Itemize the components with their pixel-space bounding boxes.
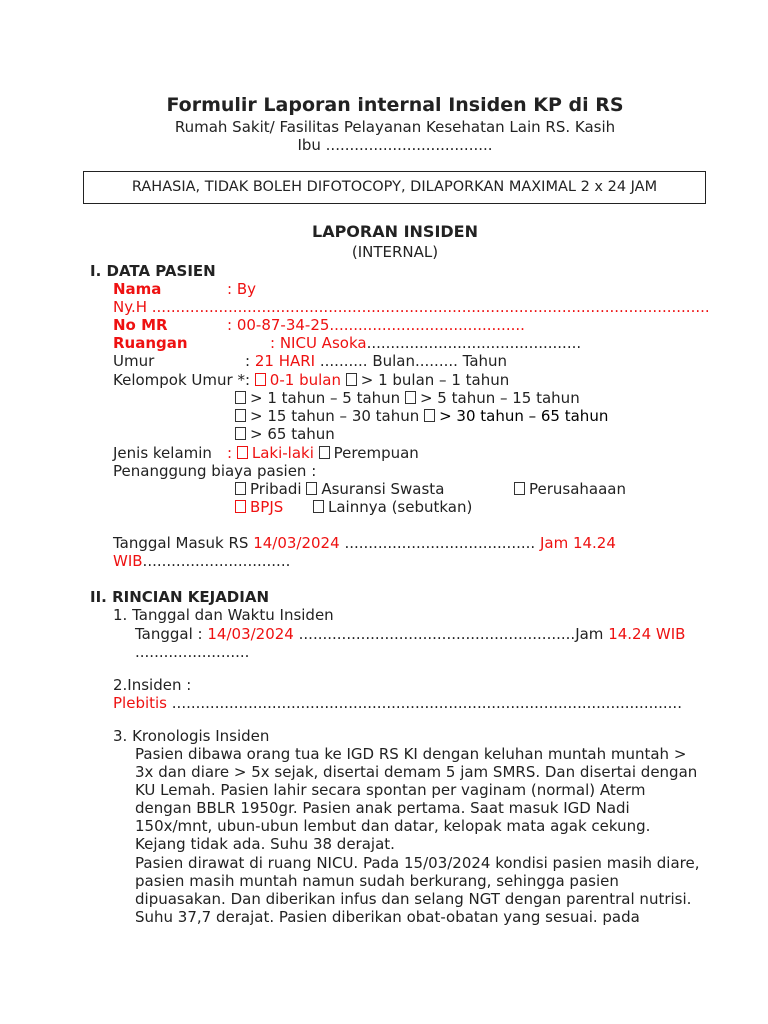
confidential-notice: RAHASIA, TIDAK BOLEH DIFOTOCOPY, DILAPORKAN MAXIMAL 2 x 24 JAM bbox=[83, 171, 706, 204]
checkbox-laki-laki[interactable] bbox=[237, 446, 248, 459]
umur-field bbox=[245, 352, 507, 370]
jam-insiden-value: 14.24 WIB bbox=[608, 625, 686, 643]
checkbox-pribadi[interactable] bbox=[235, 482, 246, 495]
umur-rest: .......... Bulan......... Tahun bbox=[319, 352, 508, 370]
checkbox-15-30-tahun[interactable] bbox=[235, 409, 246, 422]
kronologis-text: Pasien dibawa orang tua ke IGD RS KI dengan keluhan muntah muntah > 3x dan diare > 5x sejak, disertai demam 5 jam SMRS. Dan disertai dengan KU Lemah. Pasien lahir secara spontan per vaginam (normal) Aterm dengan BBLR 1950gr. Pasien anak pertama. Saat masuk IGD Nadi 150x/mnt, ubun-ubun lembut dan datar, kelopak mata agak cekung. Kejang tidak ada. Suhu 38 derajat. Pasien dirawat di ruang NICU. Pada 15/03/2024 kondisi pasien masih diare, pasien masih muntah namun sudah berkurang, sehingga pasien dipuasakan. Dan diberikan infus dan selang NGT dengan parentral nutrisi. Suhu 37,7 derajat. Pasien diberikan obat-obatan yang sesuai. pada bbox=[135, 745, 700, 926]
section-rincian-heading: II. RINCIAN KEJADIAN bbox=[90, 588, 269, 606]
nama-value-cont: Ny.H ..................................................................................................................... bbox=[113, 298, 710, 316]
biaya-lainnya bbox=[313, 498, 472, 516]
report-heading: LAPORAN INSIDEN bbox=[312, 222, 478, 241]
jk-opt-perempuan: Perempuan bbox=[333, 444, 419, 462]
form-title: Formulir Laporan internal Insiden KP di RS bbox=[166, 94, 624, 116]
jam-masuk-dots: ............................... bbox=[142, 552, 291, 570]
checkbox-asuransi-swasta[interactable] bbox=[306, 482, 317, 495]
checkbox-1bln-1thn[interactable] bbox=[346, 373, 357, 386]
insiden-dots: ........................................................................................................... bbox=[171, 694, 682, 712]
ruangan-label: Ruangan bbox=[113, 334, 188, 352]
jenis-kelamin-options bbox=[227, 444, 419, 462]
hospital-line-1: Rumah Sakit/ Fasilitas Pelayanan Kesehatan Lain RS. Kasih bbox=[174, 118, 616, 136]
section-data-pasien-heading: I. DATA PASIEN bbox=[90, 262, 216, 280]
checkbox-lainnya[interactable] bbox=[313, 500, 324, 513]
biaya-perusahaan bbox=[514, 480, 626, 498]
checkbox-perusahaan[interactable] bbox=[514, 482, 525, 495]
checkbox-65-tahun[interactable] bbox=[235, 427, 246, 440]
tanggal-insiden-value: 14/03/2024 bbox=[207, 625, 294, 643]
ruangan-value: : NICU Asoka bbox=[270, 334, 367, 352]
kelompok-opt-0-1-bulan: 0-1 bulan bbox=[269, 371, 341, 389]
item-tanggal-waktu-label: 1. Tanggal dan Waktu Insiden bbox=[113, 606, 334, 624]
insiden-row bbox=[113, 694, 682, 712]
hospital-line-2: Ibu ................................... bbox=[297, 136, 493, 154]
checkbox-1-5-tahun[interactable] bbox=[235, 391, 246, 404]
biaya-opt-perusahaan: Perusahaaan bbox=[529, 480, 627, 498]
kelompok-umur-row bbox=[113, 371, 509, 389]
jenis-kelamin-label: Jenis kelamin bbox=[113, 444, 212, 462]
biaya-bpjs bbox=[235, 498, 283, 516]
tanggal-insiden-row bbox=[135, 625, 685, 643]
jk-opt-laki-laki: Laki-laki bbox=[251, 444, 314, 462]
nama-value: : By bbox=[227, 280, 256, 298]
kelompok-umur-row-4 bbox=[235, 425, 335, 443]
ruangan-field bbox=[270, 334, 581, 352]
umur-value: 21 HARI bbox=[254, 352, 316, 370]
tanggal-insiden-dots-2: ........................ bbox=[135, 643, 250, 661]
kelompok-umur-row-2 bbox=[235, 389, 580, 407]
checkbox-perempuan[interactable] bbox=[319, 446, 330, 459]
kelompok-opt-15-30-tahun: > 15 tahun – 30 tahun bbox=[250, 407, 420, 425]
biaya-opt-pribadi: Pribadi bbox=[250, 480, 302, 498]
biaya-opt-lainnya: Lainnya (sebutkan) bbox=[328, 498, 473, 516]
jam-masuk-wib: WIB bbox=[113, 552, 143, 570]
checkbox-30-65-tahun[interactable] bbox=[424, 409, 435, 422]
tanggal-insiden-label: Tanggal : bbox=[135, 625, 203, 643]
tanggal-masuk-label: Tanggal Masuk RS bbox=[113, 534, 249, 552]
kelompok-opt-5-15-tahun: > 5 tahun – 15 tahun bbox=[419, 389, 580, 407]
biaya-opt-asuransi: Asuransi Swasta bbox=[321, 480, 445, 498]
tanggal-masuk-row bbox=[113, 534, 616, 552]
umur-colon: : bbox=[245, 352, 251, 370]
tanggal-masuk-value: 14/03/2024 bbox=[253, 534, 340, 552]
mr-value: : 00-87-34-25......................................... bbox=[227, 316, 525, 334]
kelompok-opt-1-5-tahun: > 1 tahun – 5 tahun bbox=[250, 389, 401, 407]
checkbox-0-1-bulan[interactable] bbox=[255, 373, 266, 386]
kelompok-umur-label: Kelompok Umur *: bbox=[113, 371, 251, 389]
insiden-value: Plebitis bbox=[113, 694, 167, 712]
nama-label: Nama bbox=[113, 280, 162, 298]
kelompok-opt-1bln-1thn: > 1 bulan – 1 tahun bbox=[360, 371, 510, 389]
tanggal-insiden-dots: ..........................................................Jam bbox=[298, 625, 604, 643]
checkbox-5-15-tahun[interactable] bbox=[405, 391, 416, 404]
ruangan-dots: ............................................. bbox=[366, 334, 582, 352]
checkbox-bpjs[interactable] bbox=[235, 500, 246, 513]
biaya-pribadi bbox=[235, 480, 444, 498]
biaya-opt-bpjs: BPJS bbox=[250, 498, 284, 516]
penanggung-biaya-label: Penanggung biaya pasien : bbox=[113, 462, 317, 480]
report-subheading: (INTERNAL) bbox=[351, 243, 439, 261]
kelompok-opt-65-tahun: > 65 tahun bbox=[250, 425, 335, 443]
kelompok-opt-30-65-tahun: > 30 tahun – 65 tahun bbox=[439, 407, 609, 425]
tanggal-masuk-dots: ........................................ bbox=[344, 534, 536, 552]
item-kronologis-label: 3. Kronologis Insiden bbox=[113, 727, 270, 745]
jenis-kelamin-colon: : bbox=[227, 444, 233, 462]
jam-masuk-value: Jam 14.24 bbox=[539, 534, 616, 552]
item-insiden-label: 2.Insiden : bbox=[113, 676, 192, 694]
kelompok-umur-row-3 bbox=[235, 407, 608, 425]
tanggal-masuk-row-2 bbox=[113, 552, 290, 570]
umur-label: Umur bbox=[113, 352, 155, 370]
mr-label: No MR bbox=[113, 316, 168, 334]
